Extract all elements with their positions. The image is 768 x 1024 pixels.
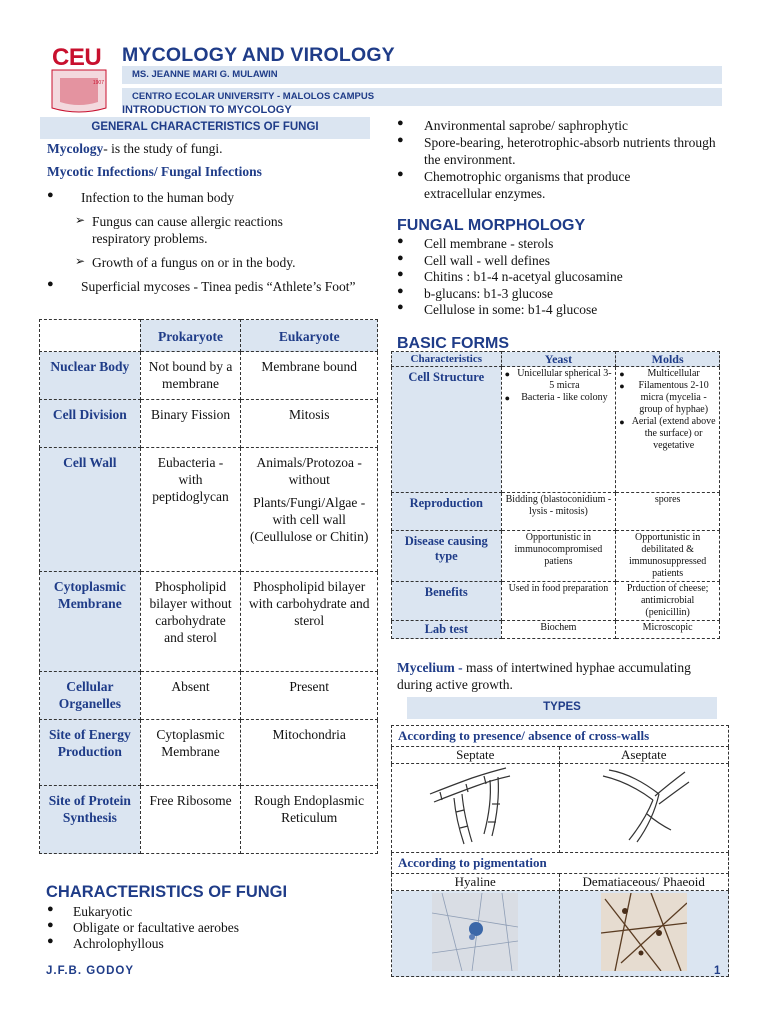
- prokaryote-eukaryote-table: [39, 319, 378, 854]
- table-row: [392, 582, 720, 621]
- row-label: Benefits: [392, 582, 502, 621]
- table-cell: Microscopic: [616, 621, 720, 639]
- row-label: Cell Wall: [40, 448, 141, 572]
- mycology-def: - is the study of fungi.: [103, 141, 223, 156]
- table-cell: Bidding (blastoconidium - lysis - mitosis): [501, 493, 616, 531]
- table-cell: Membrane bound: [241, 352, 378, 400]
- aseptate-hyphae-image: [559, 764, 729, 853]
- table-row: [392, 367, 720, 493]
- table-cell: [501, 367, 616, 493]
- table-cell: Cytoplasmic Membrane: [140, 720, 241, 786]
- footer-author: J.F.B. GODOY: [46, 965, 135, 977]
- arrow-bullet-icon: ➢: [75, 254, 86, 268]
- bullet-icon: ●: [397, 301, 404, 313]
- bullet-icon: ●: [47, 189, 54, 201]
- row-label: Lab test: [392, 621, 502, 639]
- subheading: According to pigmentation: [392, 853, 729, 874]
- school-bar: CENTRO ECOLAR UNIVERSITY - MALOLOS CAMPUS: [122, 88, 722, 106]
- table-row: [392, 726, 729, 747]
- ceu-logo: [46, 42, 112, 114]
- bullet-icon: ●: [397, 117, 404, 129]
- row-label: Cell Structure: [392, 367, 502, 493]
- bullet-icon: ●: [397, 168, 404, 180]
- table-row: [392, 621, 720, 639]
- table-cell: Phospholipid bilayer with carbohydrate and sterol: [241, 572, 378, 672]
- basic-forms-table: [391, 351, 720, 639]
- list-item: ● Aerial (extend above the surface) or vegetative: [619, 416, 716, 452]
- mycotic-heading: Mycotic Infections/ Fungal Infections: [47, 164, 262, 179]
- types-bar: TYPES: [407, 697, 717, 719]
- bullet-icon: ●: [47, 919, 54, 931]
- table-cell: Used in food preparation: [501, 582, 616, 621]
- table-cell: [616, 367, 720, 493]
- row-label: Site of Energy Production: [40, 720, 141, 786]
- list-item: ● Filamentous 2-10 micra (mycelia - group of hyphae): [619, 380, 716, 416]
- instructor-bar: MS. JEANNE MARI G. MULAWIN: [122, 66, 722, 84]
- column-header: Dematiaceous/ Phaeoid: [559, 874, 729, 891]
- table-cell: Opportunistic in debilitated & immunosuppressed patients: [616, 531, 720, 582]
- table-cell: Biochem: [501, 621, 616, 639]
- list-item: ● Bacteria - like colony: [505, 392, 613, 404]
- table-row: [392, 531, 720, 582]
- table-cell: Free Ribosome: [140, 786, 241, 854]
- table-row: [40, 352, 378, 400]
- column-header: Molds: [616, 352, 720, 367]
- table-cell: Mitosis: [241, 400, 378, 448]
- hyphae-types-table: [391, 725, 729, 977]
- table-cell: Rough Endoplasmic Reticulum: [241, 786, 378, 854]
- table-cell: Prduction of cheese; antimicrobial (penicillin): [616, 582, 720, 621]
- table-cell: Binary Fission: [140, 400, 241, 448]
- row-label: Nuclear Body: [40, 352, 141, 400]
- column-header: Characteristics: [392, 352, 502, 367]
- table-cell: spores: [616, 493, 720, 531]
- row-label: Cytoplasmic Membrane: [40, 572, 141, 672]
- page-number: 1: [714, 965, 721, 977]
- basic-forms-heading: BASIC FORMS: [397, 335, 509, 352]
- column-header: Eukaryote: [241, 320, 378, 352]
- table-corner: [40, 320, 141, 352]
- table-row: [392, 853, 729, 874]
- cell-line: Animals/Protozoa - without: [256, 455, 362, 487]
- bullet-icon: ●: [397, 268, 404, 280]
- table-header-row: [392, 352, 720, 367]
- column-header: Septate: [392, 747, 560, 764]
- svg-text:1907: 1907: [92, 80, 104, 86]
- bullet-icon: ●: [47, 278, 54, 290]
- list-item: ● Multicellular: [619, 368, 716, 380]
- table-row: [392, 891, 729, 977]
- table-cell: [241, 448, 378, 572]
- bullet-icon: ●: [397, 134, 404, 146]
- mycology-definition: [47, 140, 223, 157]
- general-characteristics-bar: GENERAL CHARACTERISTICS OF FUNGI: [40, 117, 370, 139]
- fungal-morphology-heading: FUNGAL MORPHOLOGY: [397, 217, 586, 234]
- page-title: MYCOLOGY AND VIROLOGY: [122, 44, 395, 66]
- table-cell: Mitochondria: [241, 720, 378, 786]
- section-title: INTRODUCTION TO MYCOLOGY: [122, 104, 292, 116]
- column-header: Hyaline: [392, 874, 560, 891]
- table-cell: Present: [241, 672, 378, 720]
- table-header-row: [40, 320, 378, 352]
- bullet-icon: ●: [397, 252, 404, 264]
- mycology-term: Mycology: [47, 141, 104, 156]
- row-label: Site of Protein Synthesis: [40, 786, 141, 854]
- table-cell: Opportunistic in immunocompromised patiens: [501, 531, 616, 582]
- table-row: [40, 720, 378, 786]
- table-row: [392, 747, 729, 764]
- bullet-icon: ●: [397, 235, 404, 247]
- table-row: [40, 448, 378, 572]
- column-header: Yeast: [501, 352, 616, 367]
- row-label: Cell Division: [40, 400, 141, 448]
- bullet-icon: ●: [47, 903, 54, 915]
- row-label: Reproduction: [392, 493, 502, 531]
- table-row: [40, 572, 378, 672]
- table-cell: Absent: [140, 672, 241, 720]
- mycelium-def: mass of intertwined hyphae accumulating during active growth.: [397, 660, 691, 692]
- table-cell: Phospholipid bilayer without carbohydrate and sterol: [140, 572, 241, 672]
- table-row: [40, 672, 378, 720]
- mycelium-term: Mycelium -: [397, 660, 463, 675]
- dematiaceous-micrograph: [559, 891, 729, 977]
- cell-line: Plants/Fungi/Algae - with cell wall (Ceullulose or Chitin): [249, 495, 369, 544]
- subheading: According to presence/ absence of cross-walls: [392, 726, 729, 747]
- table-row: [392, 764, 729, 853]
- table-row: [40, 400, 378, 448]
- row-label: Disease causing type: [392, 531, 502, 582]
- column-header: Aseptate: [559, 747, 729, 764]
- mycelium-definition: [397, 659, 717, 693]
- row-label: Cellular Organelles: [40, 672, 141, 720]
- column-header: Prokaryote: [140, 320, 241, 352]
- table-row: [40, 786, 378, 854]
- characteristics-heading: CHARACTERISTICS OF FUNGI: [46, 883, 288, 901]
- table-row: [392, 874, 729, 891]
- arrow-bullet-icon: ➢: [75, 213, 86, 227]
- logo-text: CEU: [52, 44, 102, 71]
- table-cell: Not bound by a membrane: [140, 352, 241, 400]
- hyaline-micrograph: [392, 891, 560, 977]
- septate-hyphae-image: [392, 764, 560, 853]
- table-row: [392, 493, 720, 531]
- bullet-icon: ●: [47, 935, 54, 947]
- bullet-icon: ●: [397, 285, 404, 297]
- list-item: ● Unicellular spherical 3-5 micra: [505, 368, 613, 392]
- table-cell: Eubacteria - with peptidoglycan: [140, 448, 241, 572]
